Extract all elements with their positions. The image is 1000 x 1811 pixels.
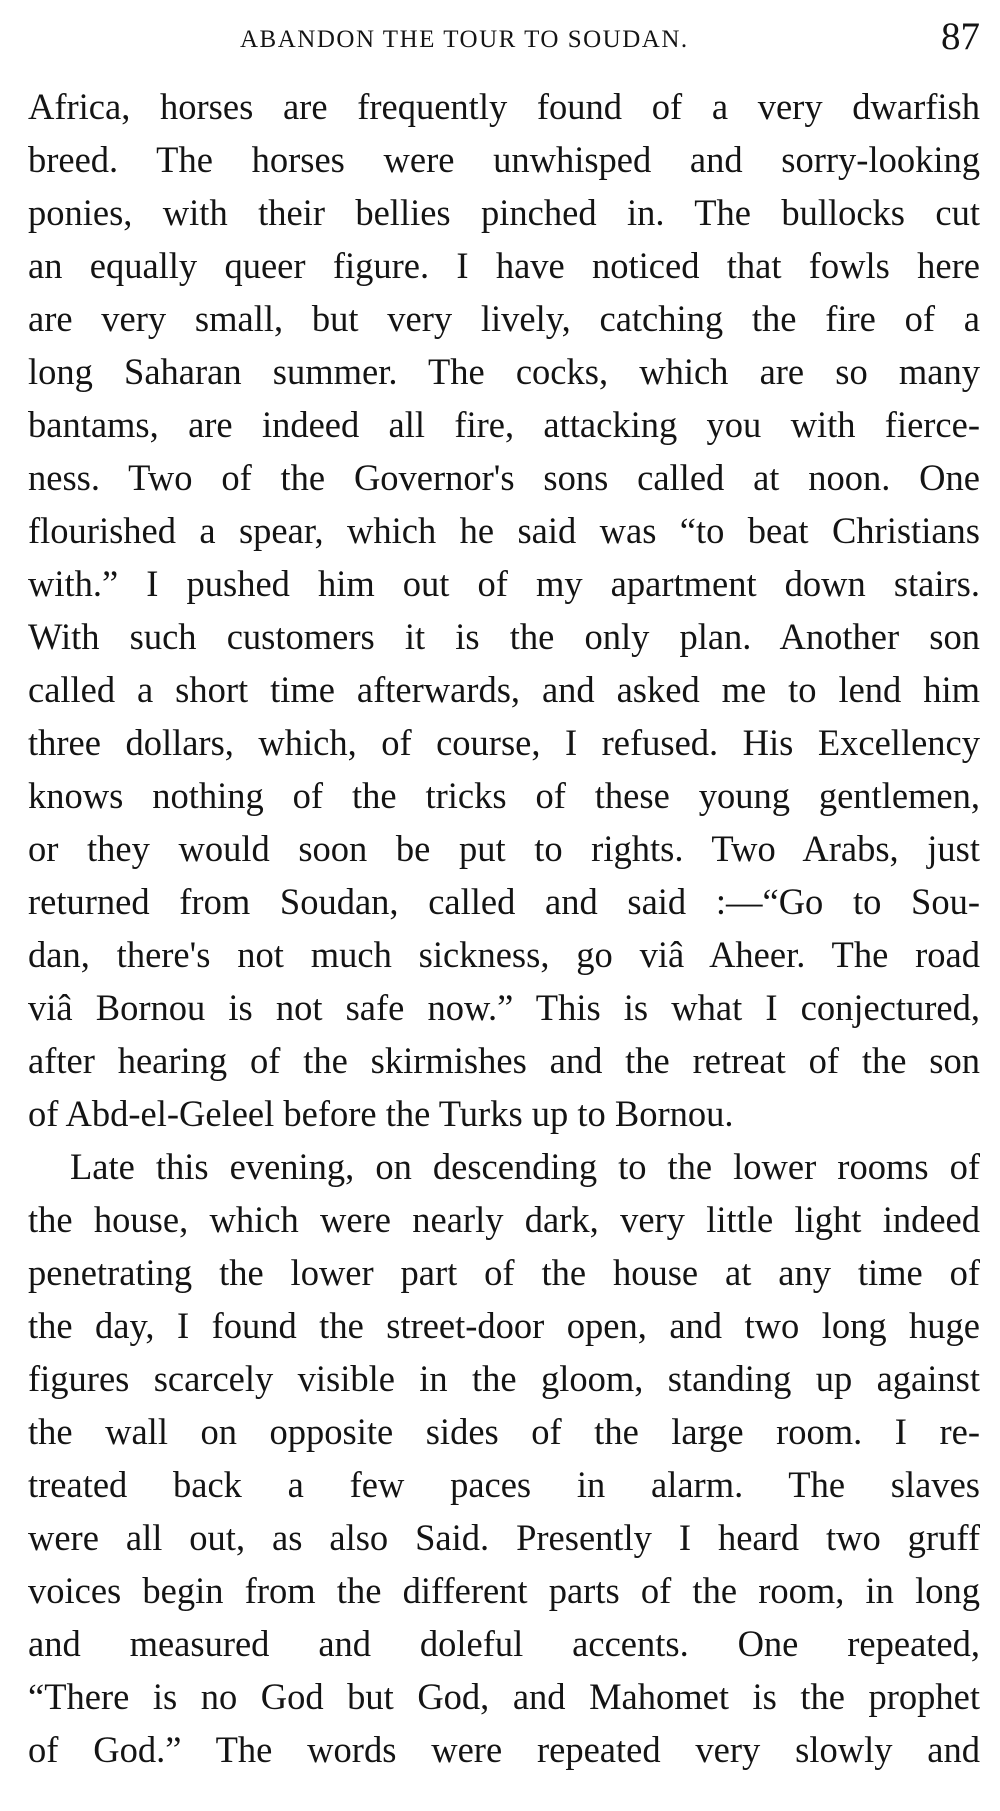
running-title: ABANDON THE TOUR TO SOUDAN.: [240, 26, 689, 53]
page-number: 87: [941, 15, 980, 58]
text-line: viâ Bornou is not safe now.” This is what I conjectured,: [28, 987, 980, 1028]
text-line: long Saharan summer. The cocks, which are so many: [28, 351, 980, 392]
text-line: of God.” The words were repeated very slowly and: [28, 1729, 980, 1770]
text-line: the wall on opposite sides of the large room. I re-: [28, 1411, 980, 1452]
text-line: bantams, are indeed all fire, attacking you with fierce-: [28, 404, 980, 445]
text-line: “There is no God but God, and Mahomet is the prophet: [28, 1676, 980, 1717]
text-line: the house, which were nearly dark, very little light indeed: [28, 1199, 980, 1240]
text-line: are very small, but very lively, catching the fire of a: [28, 298, 980, 339]
text-line: With such customers it is the only plan. Another son: [28, 616, 980, 657]
text-line: with.” I pushed him out of my apartment down stairs.: [28, 563, 980, 604]
paragraph-1: [28, 80, 980, 1140]
text-line: treated back a few paces in alarm. The slaves: [28, 1464, 980, 1505]
text-line: after hearing of the skirmishes and the retreat of the son: [28, 1040, 980, 1081]
text-line: or they would soon be put to rights. Two Arabs, just: [28, 828, 980, 869]
text-line: ness. Two of the Governor's sons called at noon. One: [28, 457, 980, 498]
text-line: Africa, horses are frequently found of a very dwarfish: [28, 86, 980, 127]
text-line: voices begin from the different parts of the room, in long: [28, 1570, 980, 1611]
text-line: flourished a spear, which he said was “to beat Christians: [28, 510, 980, 551]
text-line: the day, I found the street-door open, and two long huge: [28, 1305, 980, 1346]
text-line: penetrating the lower part of the house at any time of: [28, 1252, 980, 1293]
body-text: [28, 80, 980, 1776]
text-line: and measured and doleful accents. One repeated,: [28, 1623, 980, 1664]
text-line: returned from Soudan, called and said :—“Go to Sou-: [28, 881, 980, 922]
text-line: of Abd-el-Geleel before the Turks up to Bornou.: [28, 1093, 734, 1134]
text-line: were all out, as also Said. Presently I heard two gruff: [28, 1517, 980, 1558]
page-header: [0, 14, 1000, 74]
text-line: called a short time afterwards, and asked me to lend him: [28, 669, 980, 710]
paragraph-2: [28, 1140, 980, 1776]
text-line: an equally queer figure. I have noticed that fowls here: [28, 245, 980, 286]
text-line: Late this evening, on descending to the lower rooms of: [70, 1146, 980, 1187]
text-line: knows nothing of the tricks of these young gentlemen,: [28, 775, 980, 816]
text-line: ponies, with their bellies pinched in. The bullocks cut: [28, 192, 980, 233]
text-line: breed. The horses were unwhisped and sorry-looking: [28, 139, 980, 180]
text-line: figures scarcely visible in the gloom, standing up against: [28, 1358, 980, 1399]
text-line: three dollars, which, of course, I refused. His Excellency: [28, 722, 980, 763]
text-line: dan, there's not much sickness, go viâ Aheer. The road: [28, 934, 980, 975]
